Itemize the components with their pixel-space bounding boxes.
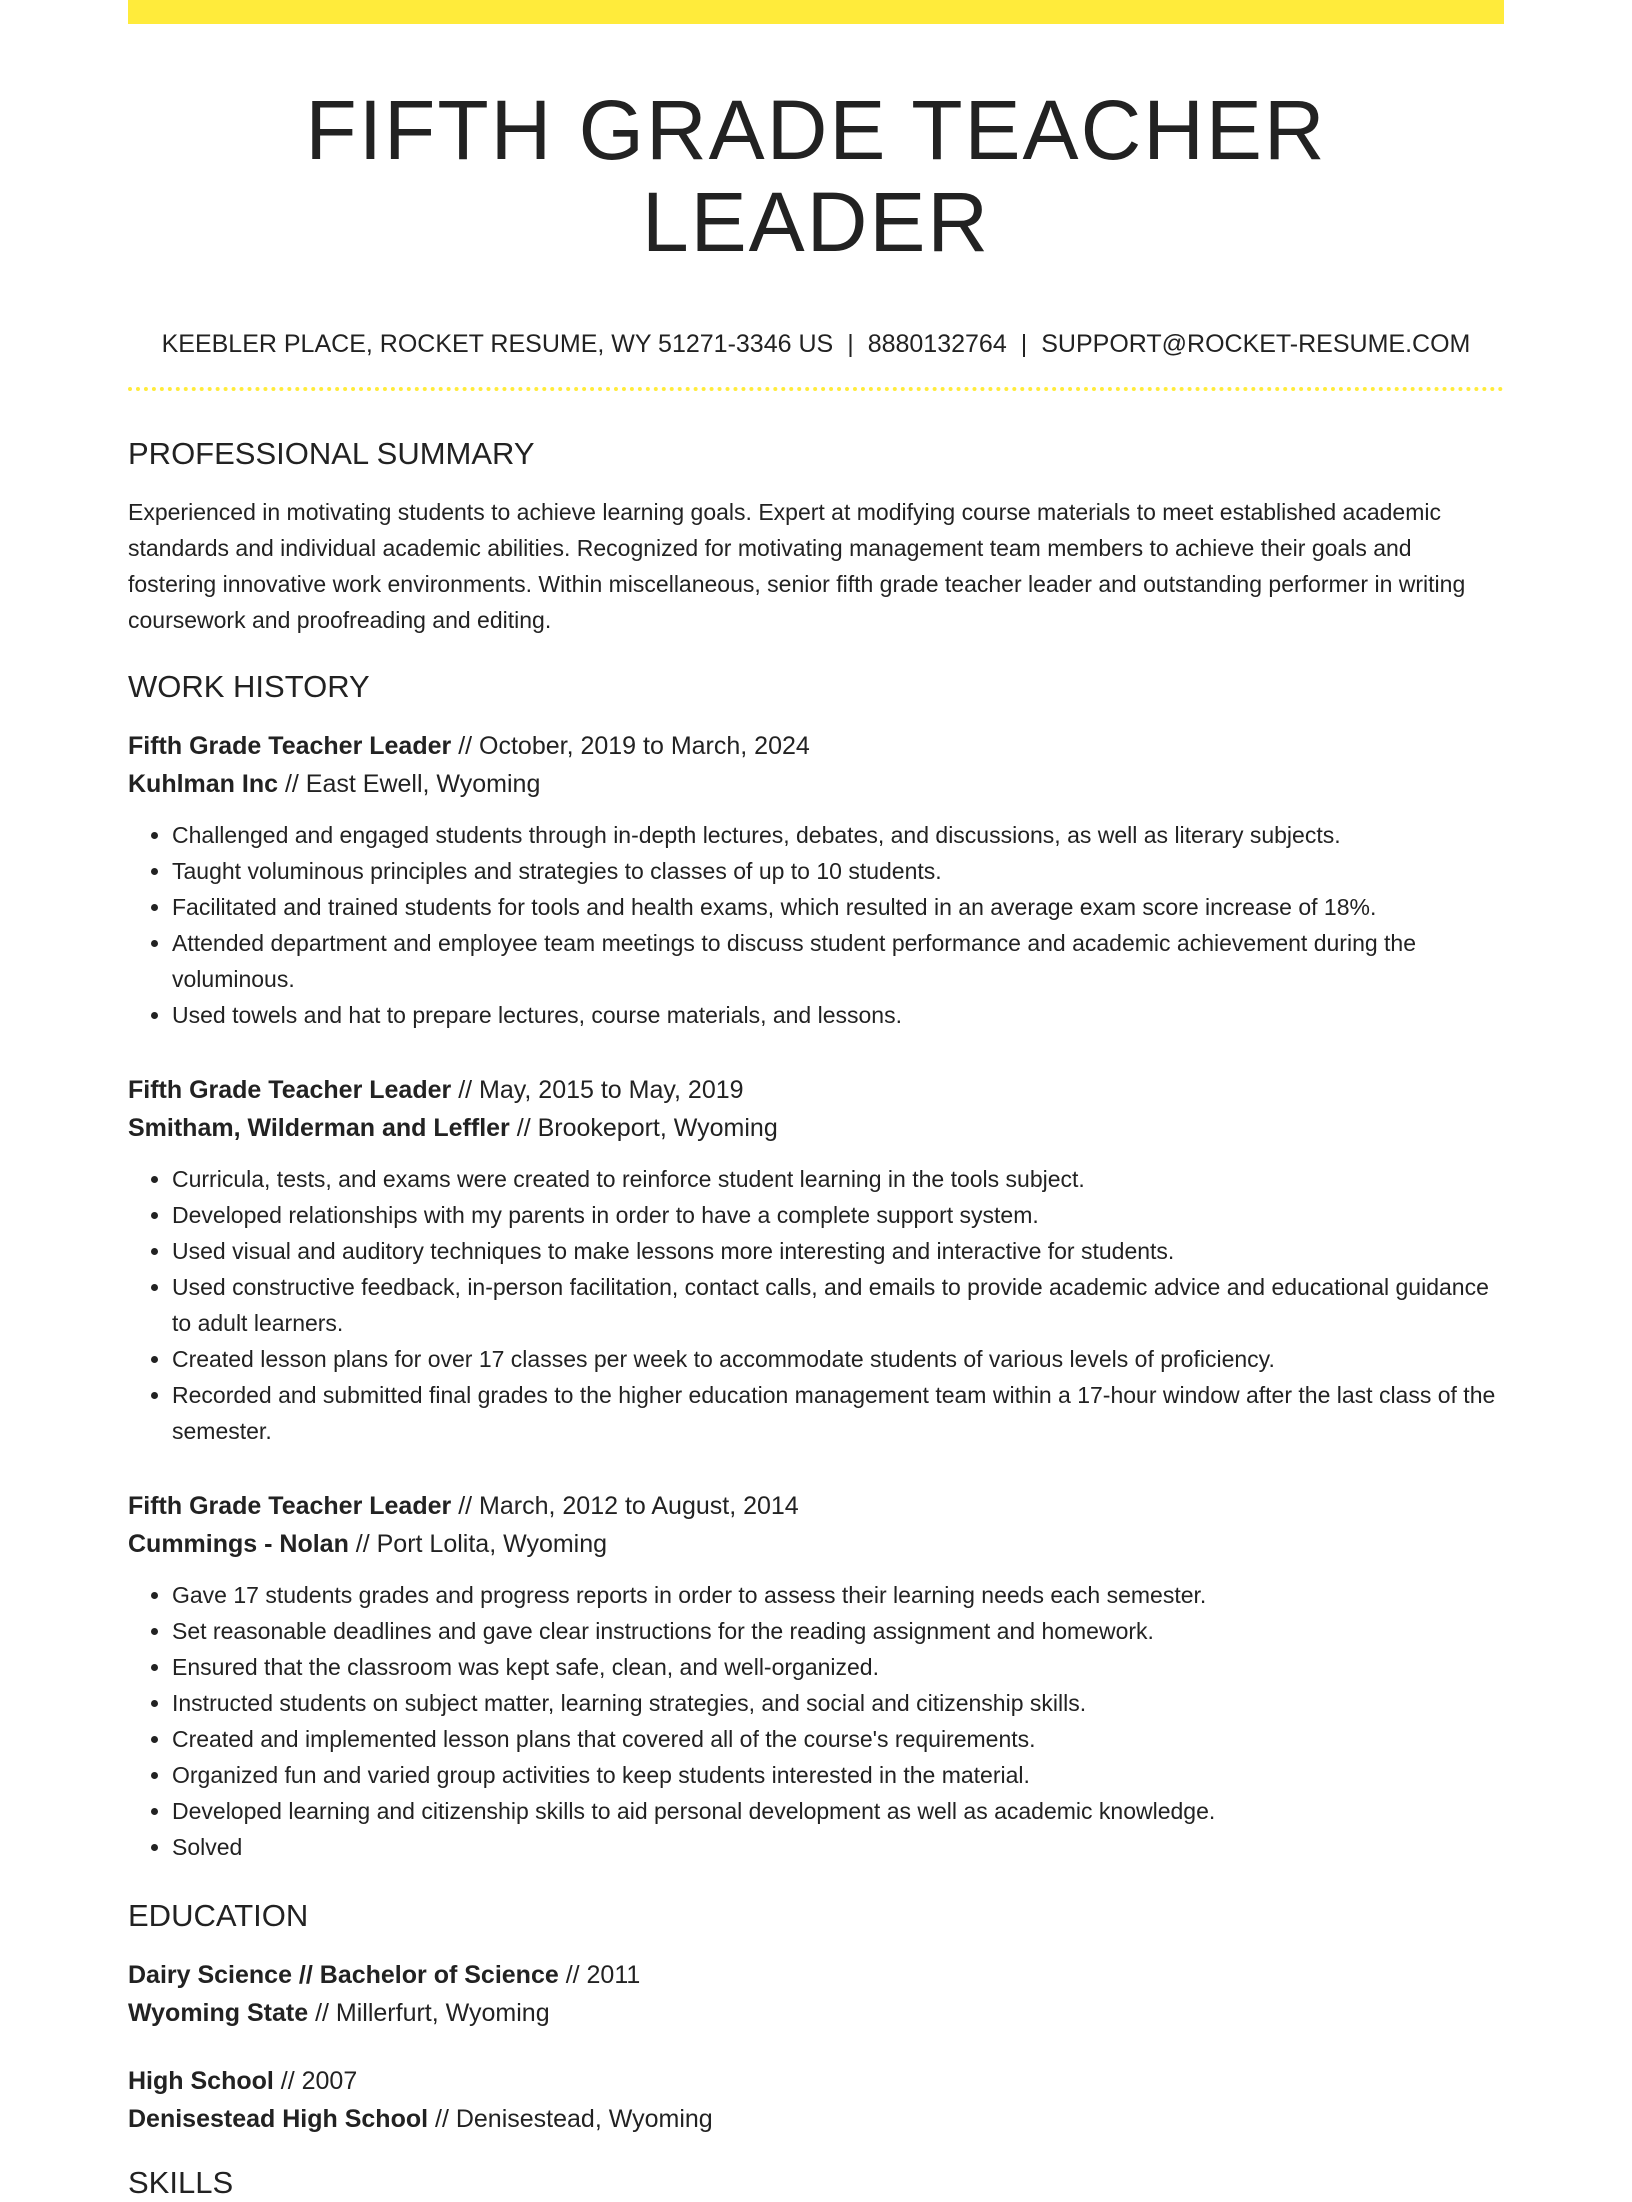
edu-degree: High School [128,2067,274,2096]
job-company-line [128,765,1504,803]
summary-text: Experienced in motivating students to achieve learning goals. Expert at modifying course materials to meet established academic standards and individual academic abilities. Recognized for motivating management team members to achieve their goals and fostering innovative work environments. Within miscellaneous, senior fifth grade teacher leader and outstanding performer in writing coursework and proofreading and editing. [128,498,1466,633]
list-item: • Recorded and submitted final grades to the higher education management team within a 17-hour window after the last class of the semester. [172,1377,1504,1449]
list-item: • Organized fun and varied group activities to keep students interested in the material. [172,1757,1504,1793]
job-bullets [128,1161,1504,1449]
edu-school: Denisestead High School [128,2105,429,2134]
list-item: • Used towels and hat to prepare lectures, course materials, and lessons. [172,997,1504,1033]
edu-location: // Millerfurt, Wyoming [308,1999,550,2028]
job-role: Fifth Grade Teacher Leader [128,1492,452,1521]
job-location: // East Ewell, Wyoming [278,770,541,799]
resume-name: FIFTH GRADE TEACHER LEADER [305,83,1327,270]
edu-degree: Dairy Science // Bachelor of Science [128,1961,559,1990]
list-item: • Solved [172,1829,1504,1865]
edu-school: Wyoming State [128,1999,309,2028]
job-title-line [128,1487,1504,1525]
edu-degree-line [128,2062,1504,2100]
list-item: • Created and implemented lesson plans that covered all of the course's requirements. [172,1721,1504,1757]
job-bullets [128,1577,1504,1865]
dotted-divider [128,387,1504,391]
list-item: • Developed learning and citizenship skills to aid personal development as well as academic knowledge. [172,1793,1504,1829]
job-title-line [128,727,1504,765]
job-title-line [128,1071,1504,1109]
job-company-line [128,1109,1504,1147]
list-item: • Gave 17 students grades and progress reports in order to assess their learning needs each semester. [172,1577,1504,1613]
edu-degree-line [128,1956,1504,1994]
education-entry [128,1956,1504,2032]
accent-top-bar [128,0,1504,24]
contact-separator: | [847,329,854,358]
job-company: Cummings - Nolan [128,1530,349,1559]
list-item: • Used constructive feedback, in-person facilitation, contact calls, and emails to provide academic advice and educational guidance to adult learners. [172,1269,1504,1341]
job-dates: // May, 2015 to May, 2019 [451,1076,744,1105]
list-item: • Used visual and auditory techniques to make lessons more interesting and interactive for students. [172,1233,1504,1269]
edu-location: // Denisestead, Wyoming [428,2105,713,2134]
education-heading: EDUCATION [128,1898,309,1934]
summary-heading: PROFESSIONAL SUMMARY [128,435,535,471]
job-dates: // March, 2012 to August, 2014 [451,1492,799,1521]
job-dates: // October, 2019 to March, 2024 [451,732,810,761]
contact-phone: 8880132764 [867,329,1007,358]
education-entry [128,2062,1504,2138]
contact-email: SUPPORT@ROCKET-RESUME.COM [1041,329,1471,358]
resume-page [128,0,1504,2202]
list-item: • Taught voluminous principles and strategies to classes of up to 10 students. [172,853,1504,889]
contact-line [128,329,1504,359]
job-entry [128,1487,1504,1865]
job-location: // Port Lolita, Wyoming [348,1530,608,1559]
list-item: • Attended department and employee team meetings to discuss student performance and academic achievement during the voluminous. [172,925,1504,997]
list-item: • Developed relationships with my parents in order to have a complete support system. [172,1197,1504,1233]
work-history-heading: WORK HISTORY [128,668,370,704]
job-bullets [128,817,1504,1033]
edu-year: // 2011 [558,1961,641,1990]
list-item: • Set reasonable deadlines and gave clear instructions for the reading assignment and homework. [172,1613,1504,1649]
job-entry [128,727,1504,1033]
contact-address: KEEBLER PLACE, ROCKET RESUME, WY 51271-3346 US [161,329,834,358]
edu-school-line [128,2100,1504,2138]
list-item: • Created lesson plans for over 17 classes per week to accommodate students of various levels of proficiency. [172,1341,1504,1377]
list-item: • Ensured that the classroom was kept safe, clean, and well-organized. [172,1649,1504,1685]
edu-year: // 2007 [273,2067,358,2096]
list-item: • Facilitated and trained students for tools and health exams, which resulted in an average exam score increase of 18%. [172,889,1504,925]
job-role: Fifth Grade Teacher Leader [128,1076,452,1105]
job-entry [128,1071,1504,1449]
job-company: Smitham, Wilderman and Leffler [128,1114,510,1143]
job-location: // Brookeport, Wyoming [509,1114,778,1143]
job-company-line [128,1525,1504,1563]
edu-school-line [128,1994,1504,2032]
list-item: • Instructed students on subject matter, learning strategies, and social and citizenship skills. [172,1685,1504,1721]
list-item: • Challenged and engaged students through in-depth lectures, debates, and discussions, as well as literary subjects. [172,817,1504,853]
skills-heading: SKILLS [128,2165,234,2201]
list-item: • Curricula, tests, and exams were created to reinforce student learning in the tools subject. [172,1161,1504,1197]
job-role: Fifth Grade Teacher Leader [128,732,452,761]
job-company: Kuhlman Inc [128,770,279,799]
contact-separator: | [1020,329,1028,358]
